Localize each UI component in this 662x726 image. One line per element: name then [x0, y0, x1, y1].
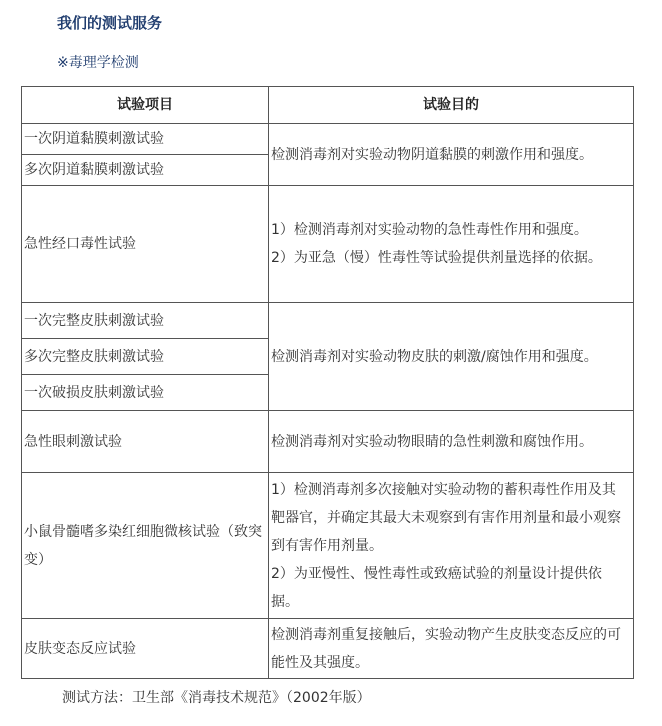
table-row — [22, 619, 634, 679]
test-item: 一次破损皮肤刺激试验 — [22, 375, 269, 411]
column-header-item: 试验项目 — [22, 87, 269, 124]
test-method-note: 测试方法：卫生部《消毒技术规范》（2002年版） — [62, 690, 371, 706]
column-header-purpose: 试验目的 — [269, 87, 634, 124]
test-item: 急性经口毒性试验 — [22, 186, 269, 303]
purpose-line: 2）为亚慢性、慢性毒性或致癌试验的剂量设计提供依据。 — [271, 565, 602, 610]
test-purpose: 检测消毒剂对实验动物皮肤的刺激/腐蚀作用和强度。 — [269, 303, 634, 411]
purpose-line: 2）为亚急（慢）性毒性等试验提供剂量选择的依据。 — [271, 250, 602, 266]
purpose-line: 1）检测消毒剂对实验动物的急性毒性作用和强度。 — [271, 222, 588, 238]
test-item: 多次完整皮肤刺激试验 — [22, 339, 269, 375]
section-title: ※毒理学检测 — [57, 55, 139, 71]
test-item: 一次完整皮肤刺激试验 — [22, 303, 269, 339]
table-row — [22, 473, 634, 619]
purpose-line: 1）检测消毒剂多次接触对实验动物的蓄积毒性作用及其靶器官，并确定其最大未观察到有害作用剂量和最小观察到有害作用剂量。 — [271, 481, 621, 554]
test-item: 一次阴道黏膜刺激试验 — [22, 124, 269, 155]
test-item: 皮肤变态反应试验 — [22, 619, 269, 679]
test-item: 多次阴道黏膜刺激试验 — [22, 155, 269, 186]
table-row — [22, 303, 634, 339]
table-row — [22, 124, 634, 155]
table-row — [22, 186, 634, 303]
test-item: 小鼠骨髓嗜多染红细胞微核试验（致突变） — [22, 473, 269, 619]
table-row — [22, 411, 634, 473]
test-purpose: 检测消毒剂对实验动物眼睛的急性刺激和腐蚀作用。 — [269, 411, 634, 473]
test-purpose: 检测消毒剂重复接触后，实验动物产生皮肤变态反应的可能性及其强度。 — [269, 619, 634, 679]
test-services-table — [21, 86, 634, 679]
test-item: 急性眼刺激试验 — [22, 411, 269, 473]
page-title: 我们的测试服务 — [57, 14, 163, 32]
test-purpose — [269, 473, 634, 619]
test-purpose — [269, 186, 634, 303]
test-purpose: 检测消毒剂对实验动物阴道黏膜的刺激作用和强度。 — [269, 124, 634, 186]
table-header-row — [22, 87, 634, 124]
